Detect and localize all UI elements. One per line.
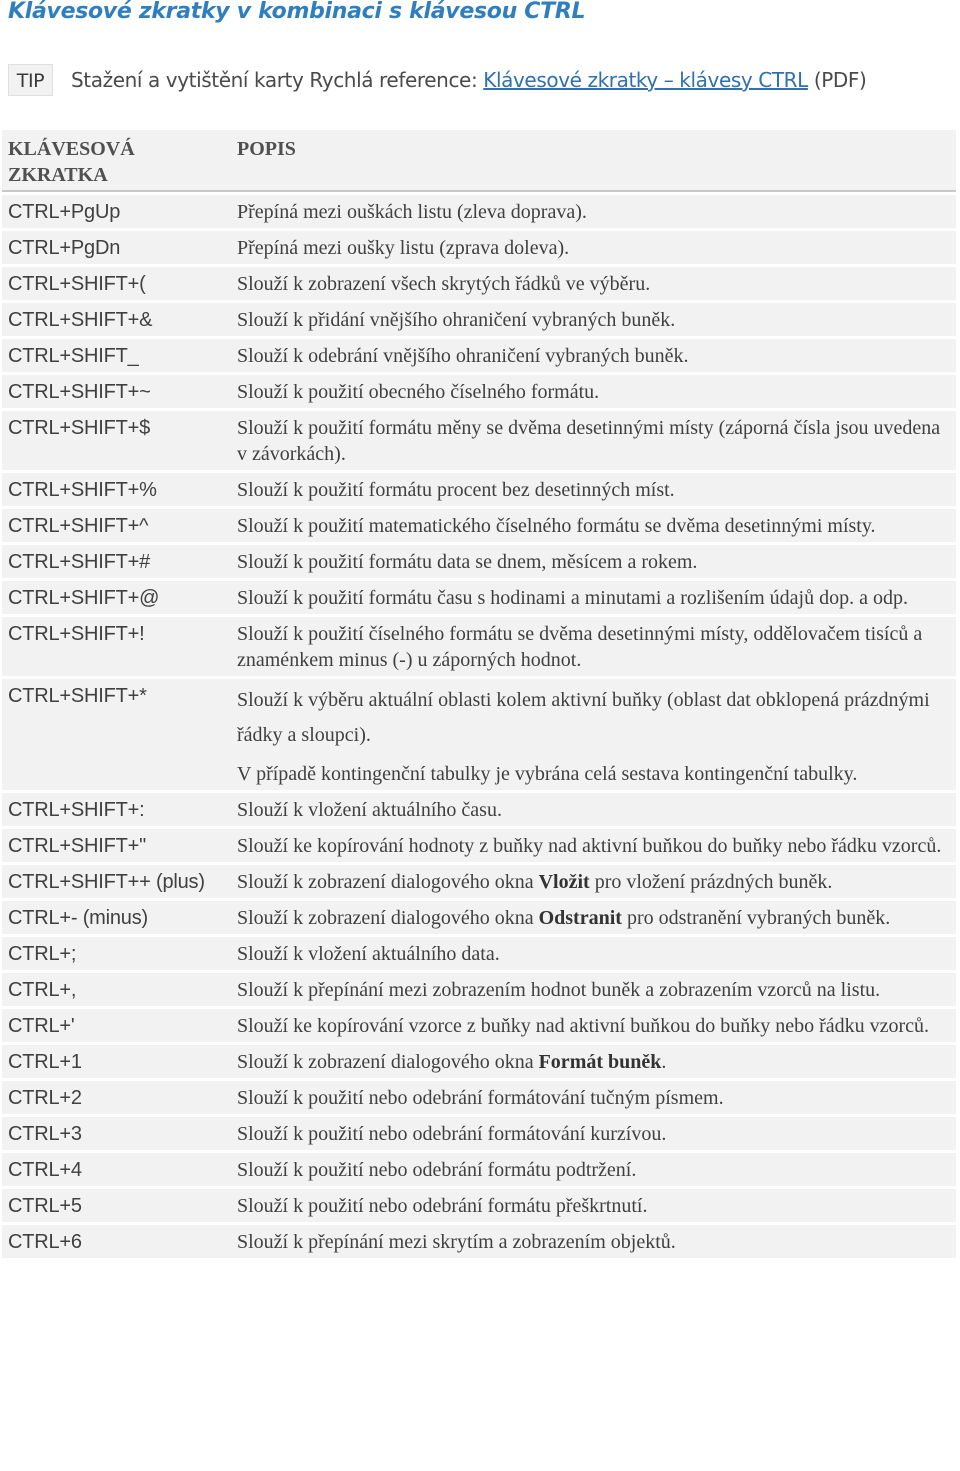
shortcut-description [226, 1045, 956, 1078]
table-row [2, 1189, 956, 1222]
table-row [2, 973, 956, 1006]
tip-label: TIP [8, 64, 53, 96]
description-note: V případě kontingenční tabulky je vybrána celá sestava kontingenční tabulky. [237, 763, 858, 785]
table-row [2, 473, 956, 506]
shortcut-key: CTRL+2 [2, 1081, 226, 1114]
shortcut-description: Slouží k použití nebo odebrání formátování tučným písmem. [226, 1081, 956, 1114]
shortcut-description [226, 865, 956, 898]
table-row [2, 411, 956, 470]
shortcut-key: CTRL+4 [2, 1153, 226, 1186]
shortcut-description: Slouží k použití matematického číselného formátu se dvěma desetinnými místy. [226, 509, 956, 542]
shortcut-key: CTRL+SHIFT+# [2, 545, 226, 578]
description-text-end: pro odstranění vybraných buněk. [621, 907, 891, 929]
shortcut-description [226, 901, 956, 934]
shortcut-description: Slouží k použití formátu procent bez desetinných míst. [226, 473, 956, 506]
shortcut-key: CTRL+SHIFT+@ [2, 581, 226, 614]
table-row [2, 901, 956, 934]
table-row [2, 1225, 956, 1258]
shortcut-key: CTRL+SHIFT+^ [2, 509, 226, 542]
shortcut-description: Slouží k použití formátu data se dnem, měsícem a rokem. [226, 545, 956, 578]
table-row [2, 1081, 956, 1114]
shortcut-description: Slouží k zobrazení všech skrytých řádků ve výběru. [226, 267, 956, 300]
table-row [2, 339, 956, 372]
shortcut-description: Slouží k použití formátu měny se dvěma desetinnými místy (záporná čísla jsou uvedena v závorkách). [226, 411, 956, 470]
shortcut-key: CTRL+3 [2, 1117, 226, 1150]
shortcut-key: CTRL+PgDn [2, 231, 226, 264]
tip-text [71, 67, 866, 93]
tip-row [8, 64, 948, 98]
description-bold-term: Formát buněk [538, 1051, 662, 1073]
shortcut-key: CTRL+1 [2, 1045, 226, 1078]
shortcut-description: Slouží k použití číselného formátu se dvěma desetinnými místy, oddělovačem tisíců a znaménkem minus (-) u záporných hodnot. [226, 617, 956, 676]
shortcut-key: CTRL+SHIFT+: [2, 793, 226, 826]
shortcut-description: Slouží k odebrání vnějšího ohraničení vybraných buněk. [226, 339, 956, 372]
table-row [2, 1117, 956, 1150]
shortcut-description: Slouží k použití nebo odebrání formátování kurzívou. [226, 1117, 956, 1150]
description-text-end: pro vložení prázdných buněk. [589, 871, 833, 893]
table-row [2, 303, 956, 336]
table-row [2, 581, 956, 614]
table-row [2, 545, 956, 578]
shortcut-description: Slouží k přepínání mezi skrytím a zobrazením objektů. [226, 1225, 956, 1258]
column-header-description: POPIS [226, 130, 956, 192]
shortcut-description: Slouží k použití nebo odebrání formátu podtržení. [226, 1153, 956, 1186]
table-row [2, 617, 956, 676]
shortcut-key: CTRL+SHIFT+~ [2, 375, 226, 408]
shortcut-description: Slouží k vložení aktuálního času. [226, 793, 956, 826]
shortcut-description: Slouží ke kopírování vzorce z buňky nad aktivní buňkou do buňky nebo řádku vzorců. [226, 1009, 956, 1042]
page-title: Klávesové zkratky v kombinaci s klávesou CTRL [8, 0, 586, 24]
shortcut-key: CTRL+, [2, 973, 226, 1006]
shortcut-key: CTRL+SHIFT+$ [2, 411, 226, 470]
shortcut-key: CTRL+SHIFT_ [2, 339, 226, 372]
shortcut-key: CTRL+5 [2, 1189, 226, 1222]
table-header-row [2, 130, 956, 192]
shortcut-key: CTRL+- (minus) [2, 901, 226, 934]
table-row [2, 375, 956, 408]
shortcut-key: CTRL+SHIFT++ (plus) [2, 865, 226, 898]
table-row [2, 1045, 956, 1078]
shortcut-description: Slouží k vložení aktuálního data. [226, 937, 956, 970]
column-header-shortcut: KLÁVESOVÁ ZKRATKA [2, 130, 226, 192]
table-row [2, 865, 956, 898]
table-row [2, 937, 956, 970]
shortcut-description: Přepíná mezi ouškách listu (zleva doprava). [226, 195, 956, 228]
table-row [2, 195, 956, 228]
tip-text-lead: Stažení a vytištění karty Rychlá reference: [71, 68, 478, 92]
table-body [2, 195, 956, 1258]
shortcut-description: Slouží ke kopírování hodnoty z buňky nad aktivní buňkou do buňky nebo řádku vzorců. [226, 829, 956, 862]
table-row [2, 1153, 956, 1186]
shortcut-key: CTRL+SHIFT+" [2, 829, 226, 862]
table-row [2, 829, 956, 862]
shortcut-key: CTRL+6 [2, 1225, 226, 1258]
description-text: Slouží k zobrazení dialogového okna [237, 1051, 539, 1073]
tip-suffix: (PDF) [813, 68, 867, 92]
table-row [2, 679, 956, 790]
table-row [2, 267, 956, 300]
table-row [2, 509, 956, 542]
shortcut-description: Slouží k použití nebo odebrání formátu přeškrtnutí. [226, 1189, 956, 1222]
description-text: Slouží k výběru aktuální oblasti kolem aktivní buňky (oblast dat obklopená prázdnými řádky a sloupci). [237, 689, 930, 746]
shortcut-key: CTRL+SHIFT+( [2, 267, 226, 300]
description-bold-term: Vložit [538, 871, 590, 893]
quick-reference-link[interactable]: Klávesové zkratky – klávesy CTRL [483, 68, 808, 92]
description-text-end: . [661, 1051, 667, 1073]
table-row [2, 231, 956, 264]
description-bold-term: Odstranit [538, 907, 622, 929]
table-row [2, 1009, 956, 1042]
shortcut-description: Přepíná mezi oušky listu (zprava doleva). [226, 231, 956, 264]
shortcut-key: CTRL+SHIFT+* [2, 679, 226, 790]
description-text: Slouží k zobrazení dialogového okna [237, 871, 539, 893]
shortcut-key: CTRL+SHIFT+& [2, 303, 226, 336]
shortcut-key: CTRL+PgUp [2, 195, 226, 228]
shortcut-description: Slouží k přidání vnějšího ohraničení vybraných buněk. [226, 303, 956, 336]
shortcut-key: CTRL+' [2, 1009, 226, 1042]
description-text: Slouží k zobrazení dialogového okna [237, 907, 539, 929]
shortcut-key: CTRL+SHIFT+% [2, 473, 226, 506]
table-row [2, 793, 956, 826]
shortcut-description: Slouží k použití obecného číselného formátu. [226, 375, 956, 408]
shortcuts-table [2, 127, 956, 1261]
shortcut-description [226, 679, 956, 790]
shortcut-key: CTRL+; [2, 937, 226, 970]
shortcut-description: Slouží k přepínání mezi zobrazením hodnot buněk a zobrazením vzorců na listu. [226, 973, 956, 1006]
shortcut-key: CTRL+SHIFT+! [2, 617, 226, 676]
shortcut-description: Slouží k použití formátu času s hodinami a minutami a rozlišením údajů dop. a odp. [226, 581, 956, 614]
